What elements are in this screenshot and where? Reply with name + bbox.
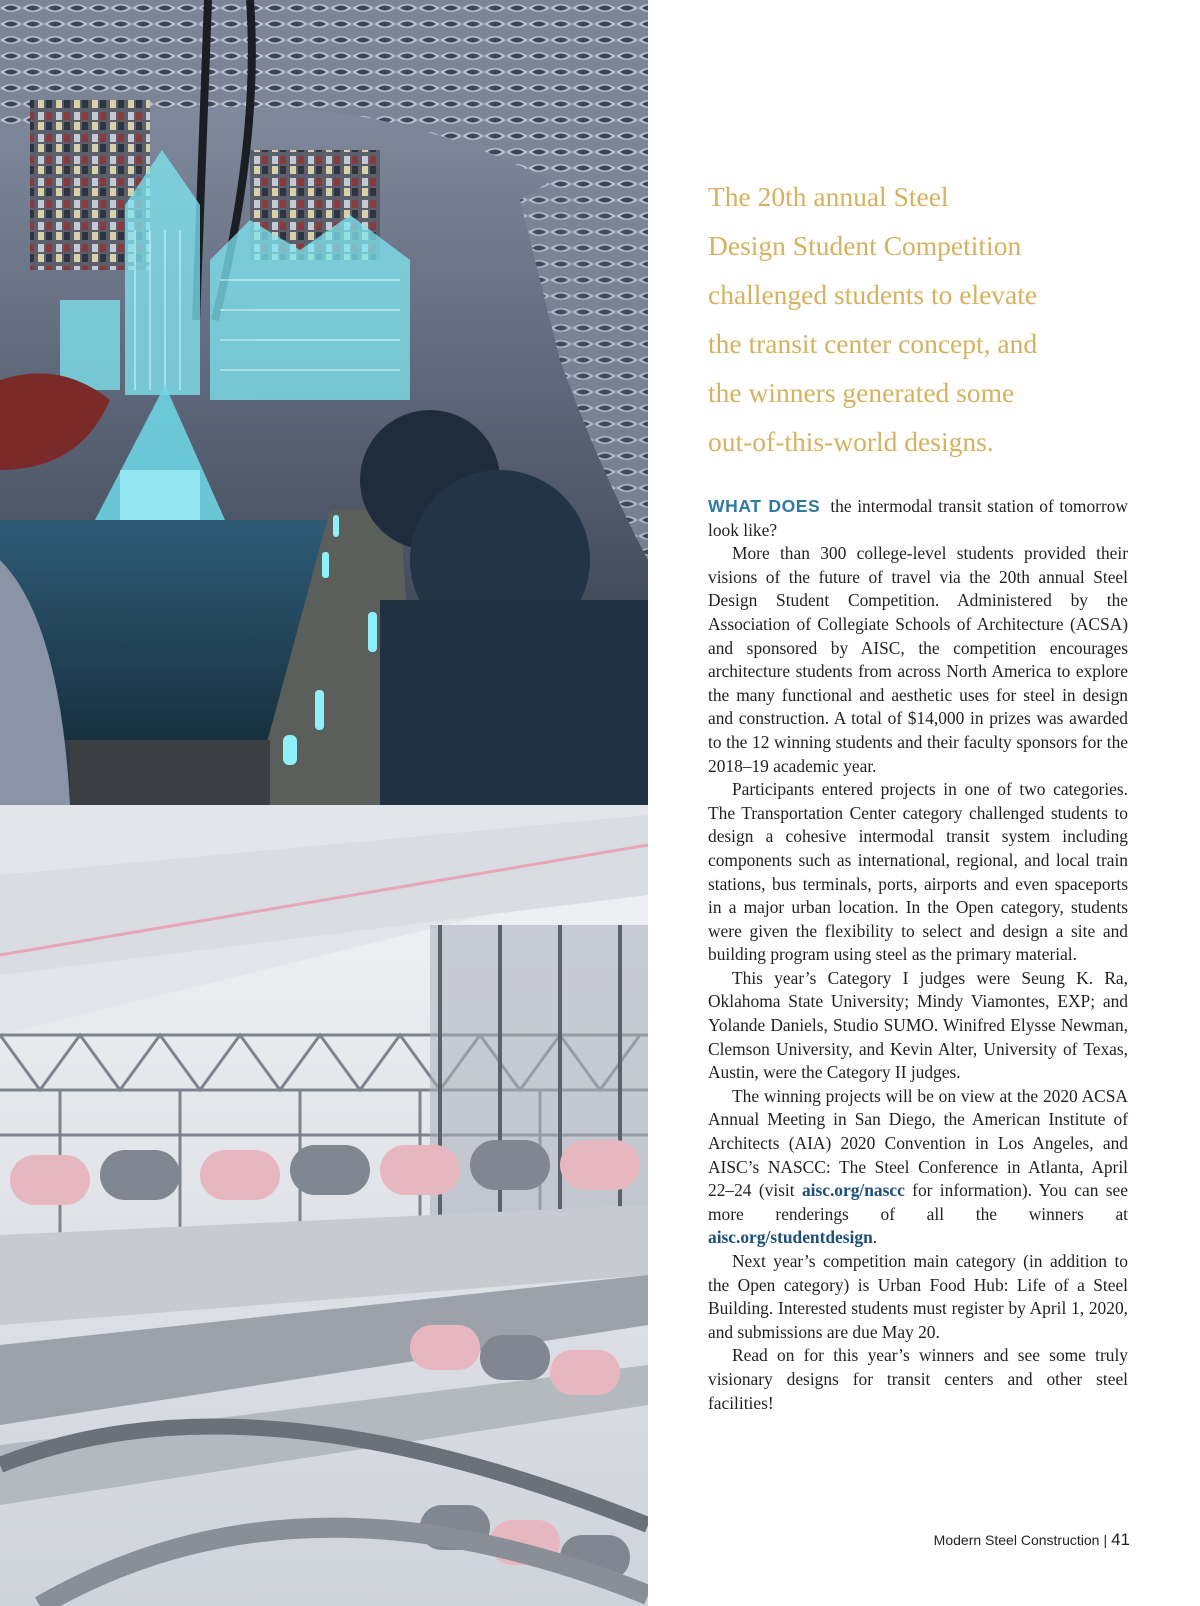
- deck-line: the winners generated some: [708, 377, 1015, 408]
- deck-line: Design Student Competition: [708, 230, 1022, 261]
- body-paragraph: [708, 1085, 1128, 1250]
- deck-line: the transit center concept, and: [708, 328, 1038, 359]
- body-text: The winning projects will be on view at the 2020 ACSA Annual Meeting in San Diego, the American Institute of Architects (AIA) 2020 Convention in Los Angeles, and AISC’s NASCC: The Steel Conference in Atlanta, April 22–24 (visit: [708, 1085, 1128, 1201]
- article-body: [708, 495, 1128, 1415]
- page-number: 41: [1111, 1530, 1130, 1549]
- lead-in: WHAT DOES: [708, 496, 821, 516]
- body-paragraph: Next year’s competition main category (in addition to the Open category) is Urban Food Hub: Life of a Steel Building. Interested students must register by April 1, 2020, and submissions are due May 20.: [708, 1251, 1128, 1342]
- article-deck: [708, 172, 1128, 466]
- body-paragraph: [708, 495, 1128, 542]
- folio-separator: |: [1103, 1532, 1108, 1548]
- body-text: .: [872, 1227, 878, 1248]
- nascc-link[interactable]: aisc.org/nascc: [801, 1180, 905, 1201]
- holographic-transit-rendering: [0, 0, 648, 805]
- deck-line: out-of-this-world designs.: [708, 426, 994, 457]
- body-paragraph: This year’s Category I judges were Seung K. Ra, Oklahoma State University; Mindy Viamontes, EXP; and Yolande Daniels, Studio SUMO. Winifred Elysse Newman, Clemson University, and Kevin Alter, University of Texas, Austin, were the Category II judges.: [708, 967, 1128, 1083]
- deck-line: challenged students to elevate: [708, 279, 1038, 310]
- body-paragraph: Participants entered projects in one of two categories. The Transportation Center category challenged students to design a cohesive intermodal transit system including components such as international, regional, and local train stations, bus terminals, ports, airports and even spaceports in a major urban location. In the Open category, students were given the flexibility to select and design a site and building program using steel as the primary material.: [708, 779, 1128, 965]
- steel-truss-station-rendering: [0, 805, 648, 1606]
- page-folio: [934, 1530, 1130, 1550]
- publication-name: Modern Steel Construction: [933, 1532, 1100, 1548]
- body-text: for information). You can see more renderings of all the winners at: [708, 1180, 1128, 1224]
- body-paragraph: More than 300 college-level students provided their visions of the future of travel via the 20th annual Steel Design Student Competition. Administered by the Association of Collegiate Schools of Architecture (ACSA) and sponsored by AISC, the competition encourages architecture students from across North America to explore the many functional and aesthetic uses for steel in design and construction. A total of $14,000 in prizes was awarded to the 12 winning students and their faculty sponsors for the 2018–19 academic year.: [708, 543, 1128, 776]
- studentdesign-link[interactable]: aisc.org/studentdesign: [708, 1227, 873, 1248]
- body-paragraph: Read on for this year’s winners and see some truly visionary designs for transit centers and other steel facilities!: [708, 1345, 1128, 1413]
- deck-line: The 20th annual Steel: [708, 181, 949, 212]
- lead-text: the intermodal transit station of tomorrow look like?: [708, 496, 1128, 540]
